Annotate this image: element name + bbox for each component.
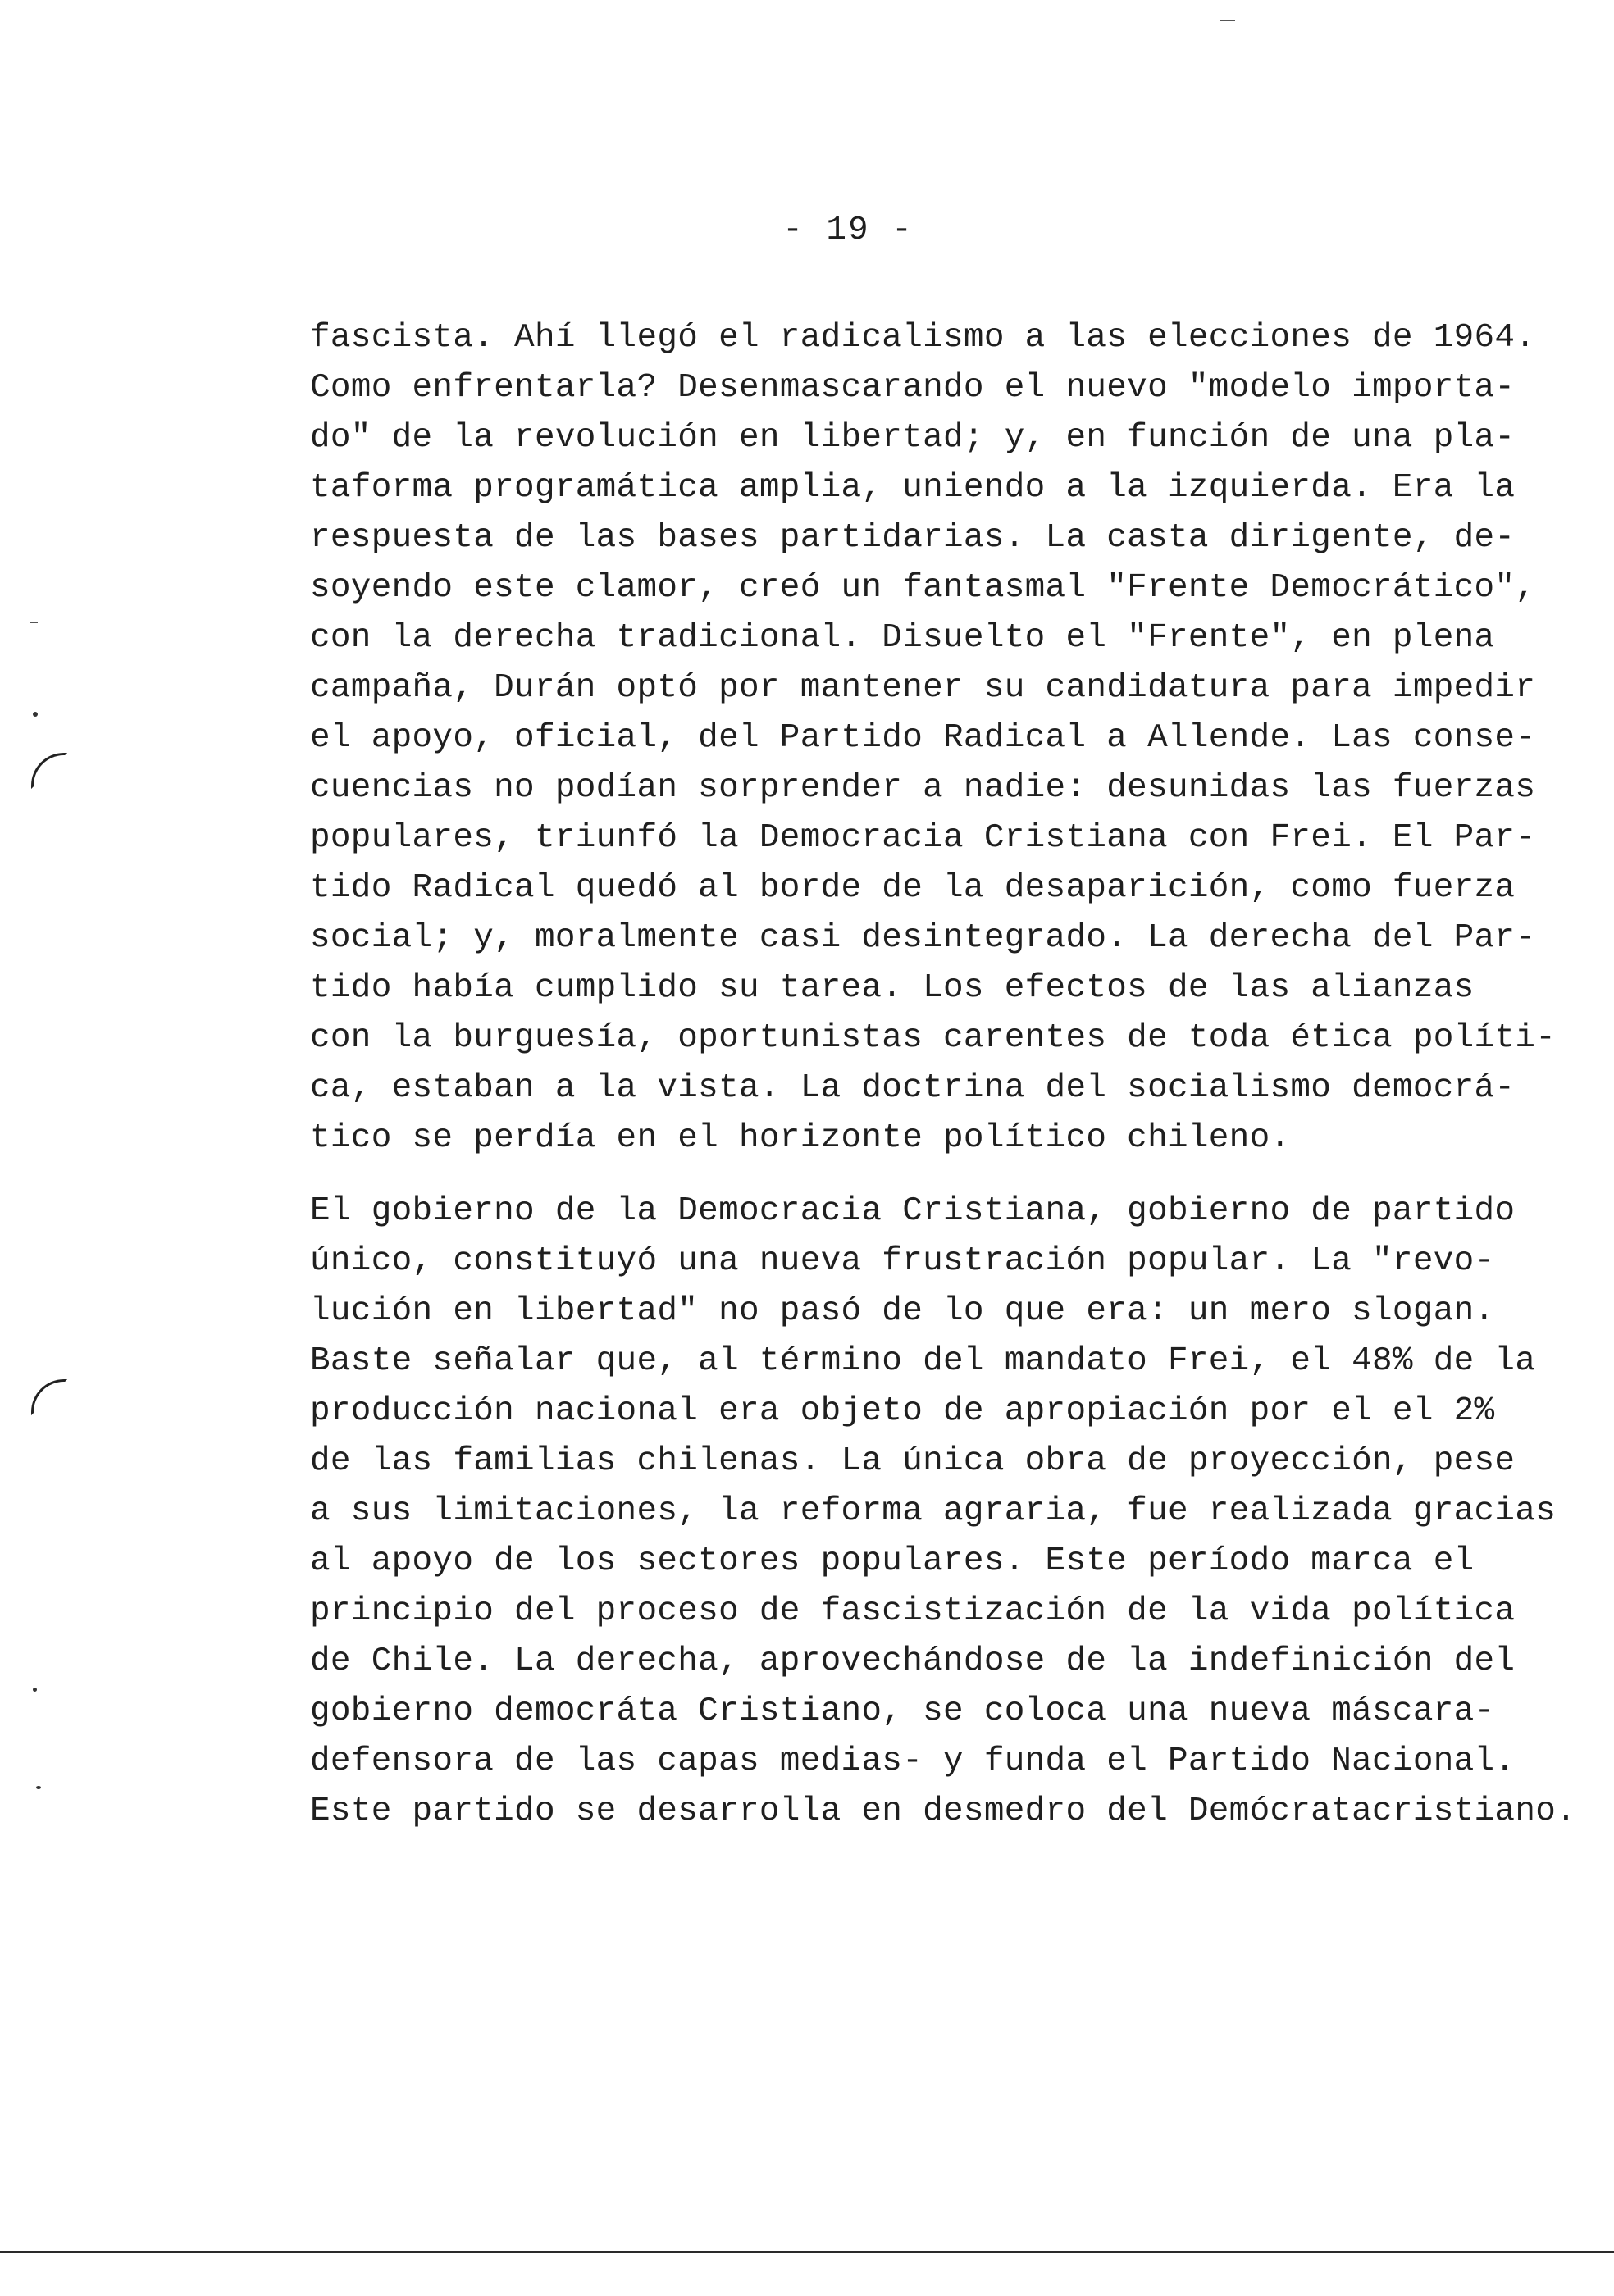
text-line: respuesta de las bases partidarias. La casta dirigente, de- — [310, 519, 1516, 557]
scan-speck — [33, 1688, 37, 1692]
text-line: tido Radical quedó al borde de la desaparición, como fuerza — [310, 869, 1516, 907]
text-line: Como enfrentarla? Desenmascarando el nuevo "modelo importa- — [310, 369, 1516, 407]
text-line: tico se perdía en el horizonte político chileno. — [310, 1119, 1291, 1157]
binder-hole-mark — [31, 753, 67, 789]
text-line: do" de la revolución en libertad; y, en función de una pla- — [310, 419, 1516, 457]
scan-speck — [33, 712, 38, 717]
text-line: taforma programática amplia, uniendo a la izquierda. Era la — [310, 469, 1516, 507]
text-line: lución en libertad" no pasó de lo que era: un mero slogan. — [310, 1292, 1495, 1330]
text-line: campaña, Durán optó por mantener su candidatura para impedir — [310, 669, 1536, 707]
text-line: el apoyo, oficial, del Partido Radical a Allende. Las conse- — [310, 719, 1536, 757]
binder-hole-mark — [31, 1379, 67, 1415]
scan-speck — [30, 622, 38, 623]
text-line: soyendo este clamor, creó un fantasmal "Frente Democrático", — [310, 569, 1536, 607]
text-line: populares, triunfó la Democracia Cristiana con Frei. El Par- — [310, 819, 1536, 857]
text-line: Baste señalar que, al término del mandato Frei, el 48% de la — [310, 1342, 1536, 1380]
paragraph-1 — [310, 313, 1557, 1164]
page-number: - 19 - — [782, 212, 914, 249]
text-line: producción nacional era objeto de apropiación por el el 2% — [310, 1392, 1495, 1430]
text-line: ca, estaban a la vista. La doctrina del socialismo democrá- — [310, 1069, 1516, 1107]
bottom-rule — [0, 2251, 1614, 2253]
text-line: defensora de las capas medias- y funda el Partido Nacional. — [310, 1742, 1516, 1780]
text-line: Este partido se desarrolla en desmedro del Demócratacristiano. — [310, 1793, 1577, 1830]
text-line: al apoyo de los sectores populares. Este período marca el — [310, 1542, 1475, 1580]
paragraph-2 — [310, 1187, 1577, 1837]
text-line: gobierno democráta Cristiano, se coloca una nueva máscara- — [310, 1692, 1495, 1730]
text-line: único, constituyó una nueva frustración popular. La "revo- — [310, 1242, 1495, 1280]
text-line: cuencias no podían sorprender a nadie: desunidas las fuerzas — [310, 769, 1536, 807]
text-line: a sus limitaciones, la reforma agraria, fue realizada gracias — [310, 1492, 1557, 1530]
scan-speck — [36, 1786, 41, 1789]
text-line: con la burguesía, oportunistas carentes de toda ética políti- — [310, 1019, 1557, 1057]
text-line: con la derecha tradicional. Disuelto el "Frente", en plena — [310, 619, 1495, 657]
text-line: social; y, moralmente casi desintegrado. La derecha del Par- — [310, 919, 1536, 957]
text-line: fascista. Ahí llegó el radicalismo a las elecciones de 1964. — [310, 319, 1536, 357]
text-line: El gobierno de la Democracia Cristiana, gobierno de partido — [310, 1192, 1516, 1230]
text-line: de Chile. La derecha, aprovechándose de la indefinición del — [310, 1642, 1516, 1680]
text-line: de las familias chilenas. La única obra de proyección, pese — [310, 1442, 1516, 1480]
text-line: tido había cumplido su tarea. Los efectos de las alianzas — [310, 969, 1475, 1007]
text-line: principio del proceso de fascistización de la vida política — [310, 1592, 1516, 1630]
scan-speck — [1220, 20, 1235, 21]
